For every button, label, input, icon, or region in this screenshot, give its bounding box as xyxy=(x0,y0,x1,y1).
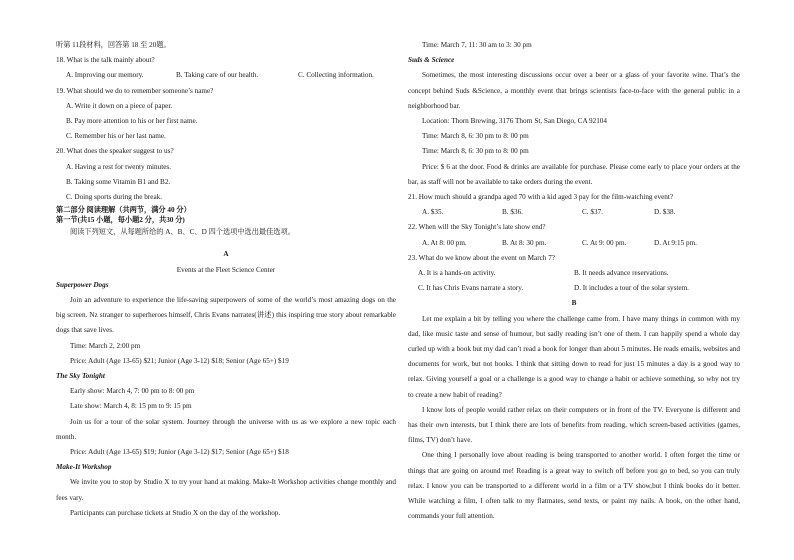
passage-b-paragraph-2: I know lots of people would rather relax on their computers or in front of the TV. Everyone is different and has their own interests, but I think there are lots of benefits from reading, which screen-based activities (games, films, TV) don’t have. xyxy=(408,405,740,445)
question-21-options xyxy=(408,205,740,220)
left-column xyxy=(56,38,396,521)
question-23-options xyxy=(408,281,740,296)
option: C. Remember his or her last name. xyxy=(66,132,166,141)
instruction: 阅读下列短文，从每题所给的 A、B、C、D 四个选项中选出最佳选项。 xyxy=(70,228,295,237)
option: B. It needs advance reservations. xyxy=(574,269,669,278)
event-sky-tonight-title: The Sky Tonight xyxy=(56,372,105,381)
event-make-it-desc2: Participants can purchase tickets at Studio X on the day of the workshop. xyxy=(70,508,281,517)
option: B. Taking some Vitamin B1 and B2. xyxy=(66,177,171,186)
event-superpower-dogs-title: Superpower Dogs xyxy=(56,280,109,289)
event-make-it-time: Time: March 7, 11: 30 am to 3: 30 pm xyxy=(422,41,532,49)
part2-title: 第二部分 阅读理解（共两节，满分 40 分） xyxy=(56,206,191,215)
event-suds-science-title: Suds & Science xyxy=(408,56,455,65)
option: A. Improving our memory. xyxy=(66,71,144,80)
question-20-stem: 20. What does the speaker suggest to us? xyxy=(56,147,174,156)
question-23-options xyxy=(408,266,740,281)
option: D. At 9:15 pm. xyxy=(654,238,697,247)
question-18-stem: 18. What is the talk mainly about? xyxy=(56,56,155,65)
passage-a-letter: A xyxy=(223,250,229,259)
question-19-stem: 19. What should we do to remember someone’s name? xyxy=(56,86,214,95)
option: C. It has Chris Evans narrate a story. xyxy=(418,284,524,293)
event-superpower-dogs-price: Price: Adult (Age 13-65) $21; Junior (Age 3-12) $18; Senior (Age 65+) $19 xyxy=(70,356,289,365)
event-superpower-dogs-desc: Join an adventure to experience the life-saving superpowers of some of the world’s most amazing dogs on the big screen. Nz stranger to superheroes himself, Chris Evans narrates(讲述) this inspiring true story about remarkable dogs that save lives. xyxy=(56,296,396,335)
event-sky-tonight-price: Price: Adult (Age 13-65) $19; Junior (Age 3-12) $17; Senior (Age 65+) $18 xyxy=(70,448,289,457)
option: A. Having a rest for twenty minutes. xyxy=(66,162,171,171)
option: B. Pay more attention to his or her first name. xyxy=(66,117,198,126)
event-superpower-dogs-time: Time: March 2, 2:00 pm xyxy=(70,341,141,350)
option: C. Doing sports during the break. xyxy=(66,193,163,202)
passage-a-title: Events at the Fleet Science Center xyxy=(176,265,276,274)
event-suds-science-price: Price: $ 6 at the door. Food & drinks are available for purchase. Please come early to place your orders at the bar, as staff will not be available to take orders during the event. xyxy=(408,162,740,186)
question-23-stem: 23. What do we know about the event on March 7? xyxy=(408,253,555,262)
event-suds-science-location: Location: Thorn Brewing, 3176 Thorn St, San Diego, CA 92104 xyxy=(422,117,607,126)
option: C. At 9: 00 pm. xyxy=(582,238,627,247)
event-make-it-desc: We invite you to stop by Studio X to try your hand at making. Make-It Workshop activities change monthly and fees vary. xyxy=(56,478,396,502)
option: A. Write it down on a piece of paper. xyxy=(66,101,173,110)
listening-intro: 听第 11段材料，回答第 18 至 20题。 xyxy=(56,41,171,49)
passage-b-paragraph-3: One thing I personally love about reading is being transported to another world. I often forget the time or things that are going on around me! Reading is a great way to switch off before you go to bed, so you can truly relax. I know you can be transported to a different world in a film or a TV show,but I think books do it better. While watching a film, I often talk to my flatmates, send texts, or paint my nails. A book, on the other hand, commands your full attention. xyxy=(408,451,740,521)
option: C. $37. xyxy=(582,208,603,217)
right-column xyxy=(408,38,740,525)
option: A. At 8: 00 pm. xyxy=(422,238,467,247)
event-sky-tonight-early: Early show: March 4, 7: 00 pm to 8: 00 pm xyxy=(70,387,195,396)
option: C. Collecting information. xyxy=(298,71,374,80)
event-sky-tonight-late: Late show: March 4, 8: 15 pm to 9: 15 pm xyxy=(70,402,192,411)
event-suds-science-time: Time: March 8, 6: 30 pm to 8: 00 pm xyxy=(422,132,529,141)
passage-b-letter: B xyxy=(571,299,577,308)
question-22-stem: 22. When will the Sky Tonight’s late show end? xyxy=(408,223,546,232)
option: D. $38. xyxy=(654,208,676,217)
option: B. At 8: 30 pm. xyxy=(502,238,547,247)
option: B. Taking care of our health. xyxy=(176,71,259,80)
event-make-it-title: Make-It Workshop xyxy=(56,463,112,472)
event-suds-science-desc: Sometimes, the most interesting discussions occur over a beer or a glass of your favorite wine. That’s the concept behind Suds &Science, a monthly event that brings scientists face-to-face with the general public in a neighborhood bar. xyxy=(408,71,740,110)
event-suds-science-time: Time: March 8, 6: 30 pm to 8: 00 pm xyxy=(422,147,529,156)
section1-title: 第一节(共15 小题，每小题2 分，共30 分) xyxy=(56,216,185,225)
option: A. It is a hands-on activity. xyxy=(418,269,496,278)
passage-b-paragraph-1: Let me explain a bit by telling you where the challenge came from. I have many things in common with my dad, like music taste and sense of humour, but sadly reading isn’t one of them. I can happily spend a whole day curled up with a book but my dad can’t read a book for longer than about 5 minutes. He reads emails, websites and documents for work, but not books. I think that sitting down to read for just 15 minutes a day is a good way to relax. Giving yourself a goal or a challenge is a good way to change a habit or achieve something, so why not try to create a new habit of reading? xyxy=(408,314,740,399)
event-sky-tonight-desc: Join us for a tour of the solar system. Journey through the universe with us as we explore a new topic each month. xyxy=(56,417,396,441)
option: A. $35. xyxy=(422,208,444,217)
option: D. It includes a tour of the solar system. xyxy=(574,284,689,293)
option: B. $36. xyxy=(502,208,523,217)
question-21-stem: 21. How much should a grandpa aged 70 with a kid aged 3 pay for the film-watching event? xyxy=(408,193,674,202)
question-22-options xyxy=(408,236,740,251)
question-18-options xyxy=(56,68,396,83)
